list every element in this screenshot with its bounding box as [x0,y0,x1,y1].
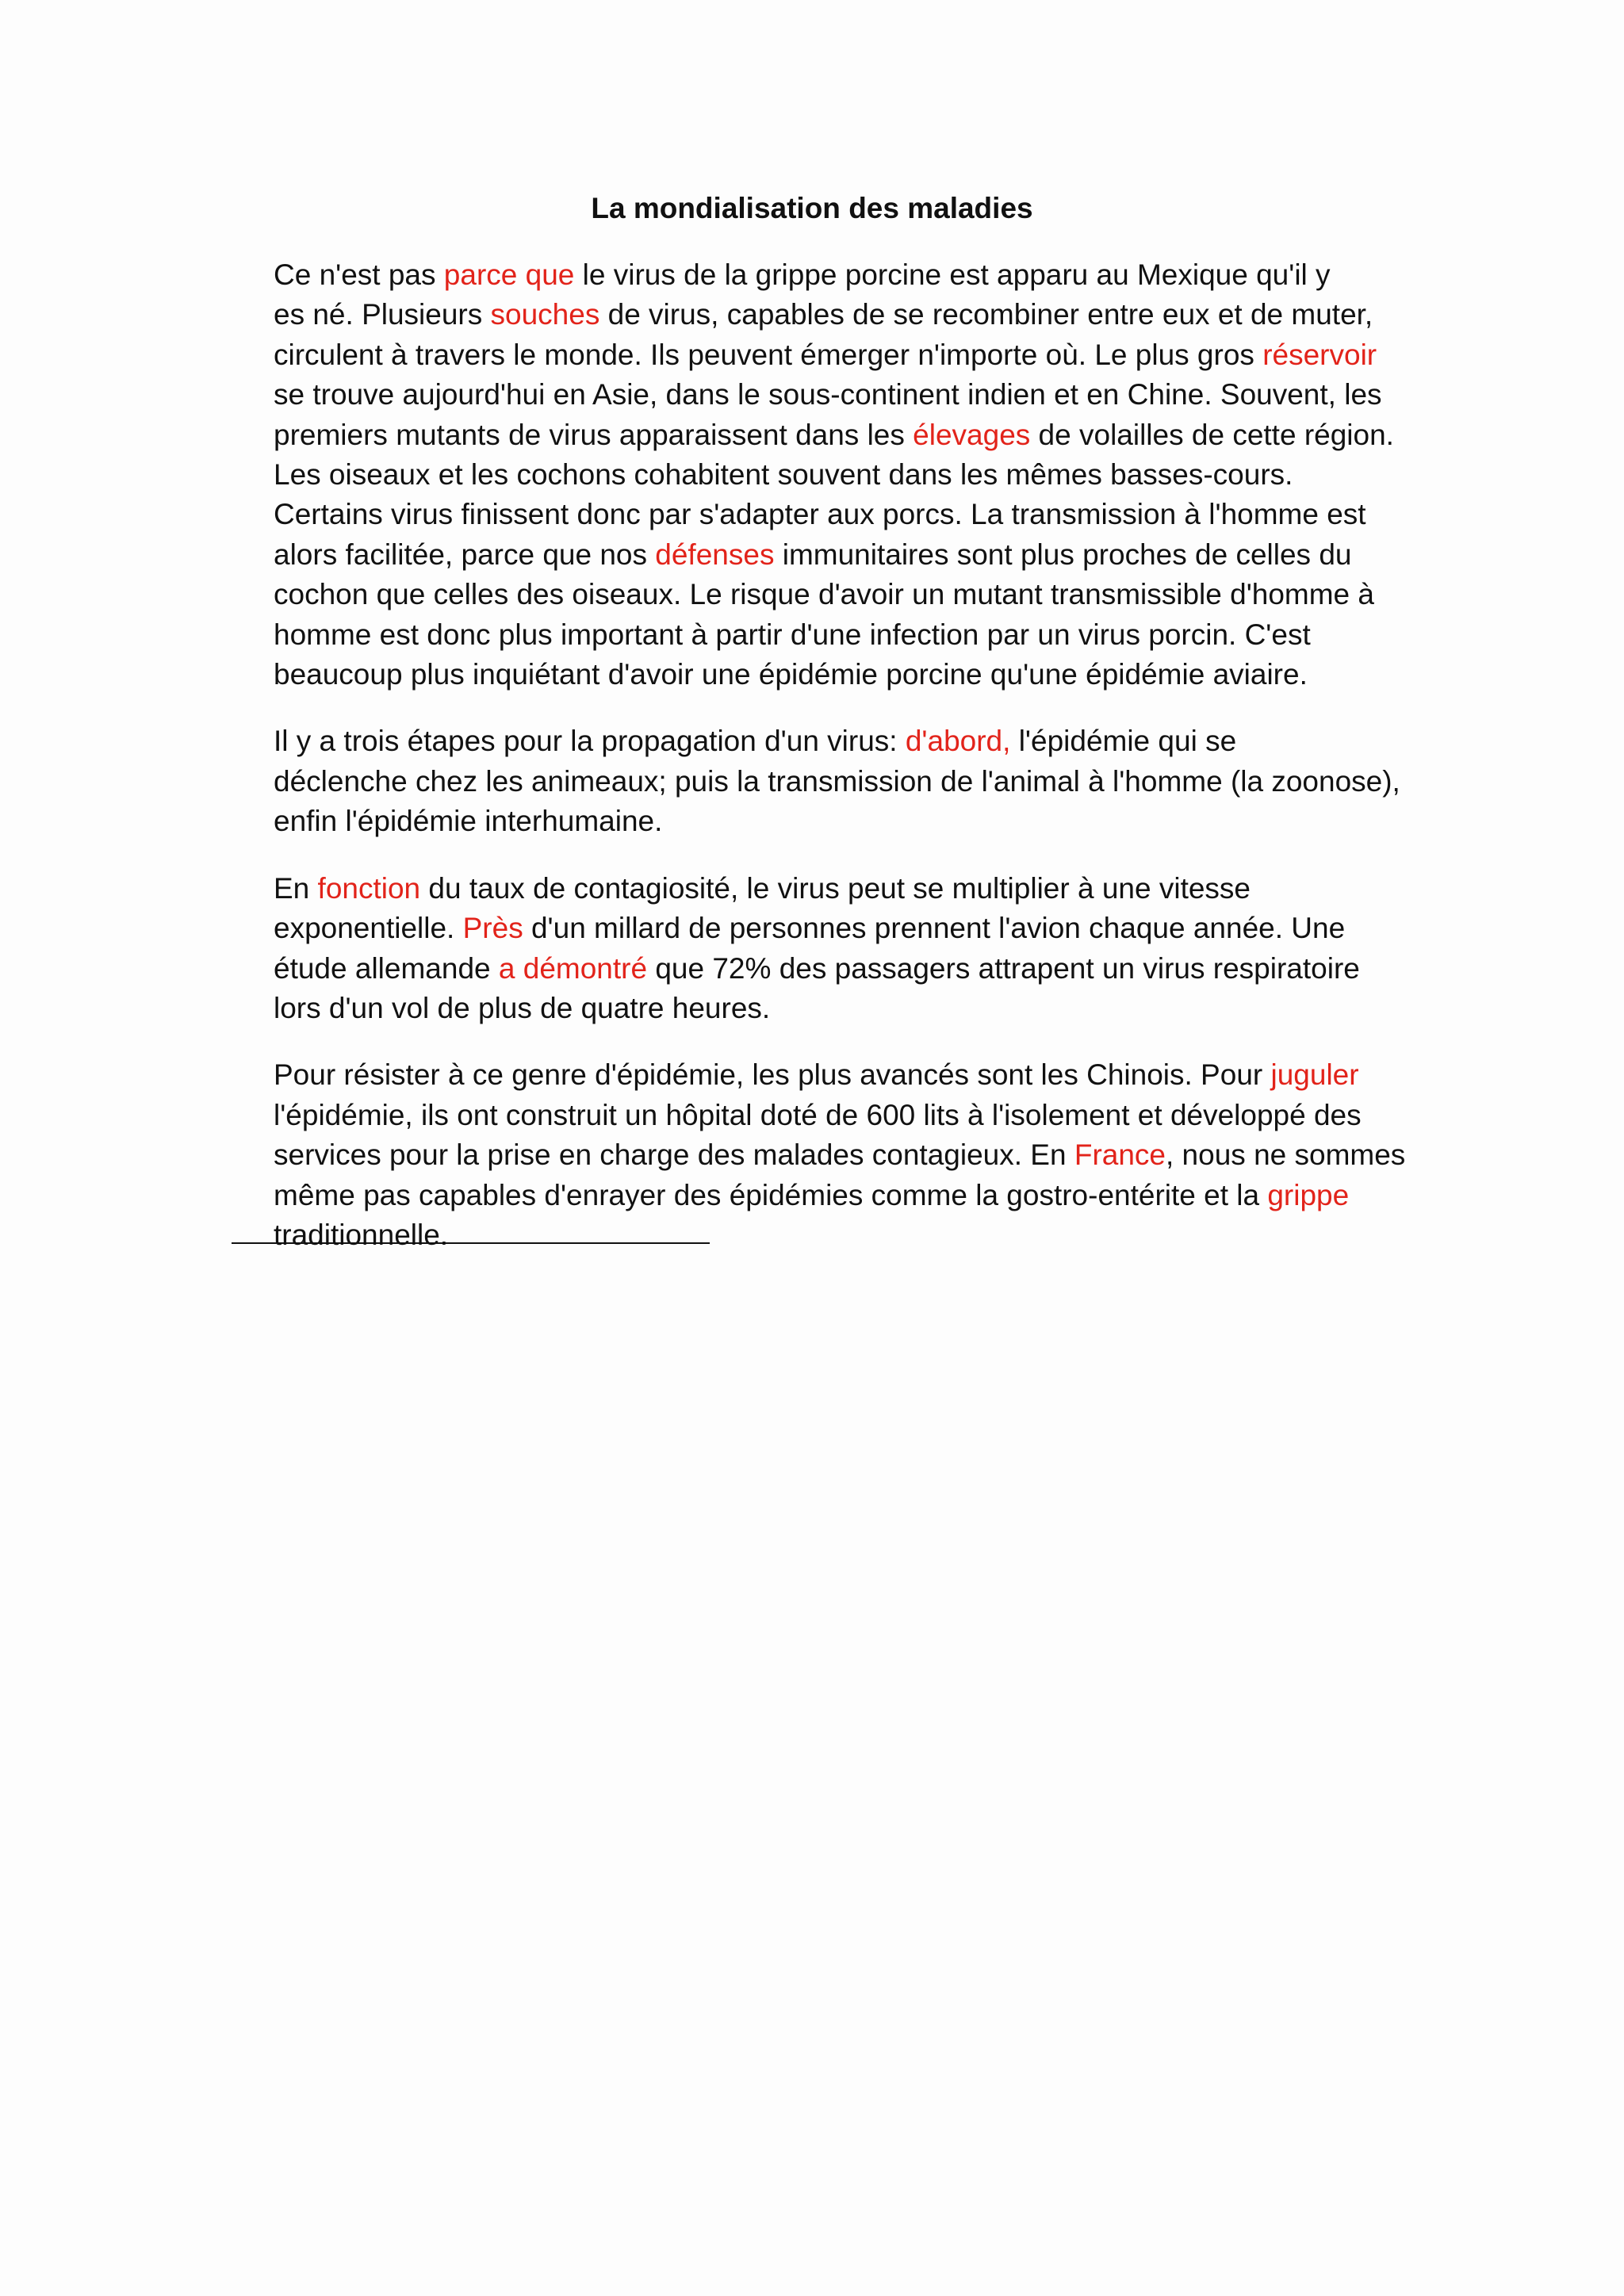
text-run: Les oiseaux et les cochons cohabitent souvent dans les mêmes basses-cours. [274,458,1293,492]
text-run: d'un millard de personnes prennent l'avion chaque année. Une [523,912,1346,945]
text-run: En [274,871,318,905]
text-run: du taux de contagiosité, le virus peut se multiplier à une vitesse [420,871,1251,905]
text-run: le virus de la grippe porcine est apparu au Mexique qu'il y [574,258,1331,291]
text-line [232,1215,1397,1255]
text-run: Ce n'est pas [274,258,444,291]
text-line [232,1096,1397,1135]
text-run: que 72% des passagers attrapent un virus respiratoire [647,951,1360,985]
text-line [232,535,1397,575]
text-run: déclenche chez les animeaux; puis la transmission de l'animal à l'homme (la zoonose), [274,764,1400,798]
text-line [232,655,1397,695]
text-line [232,1176,1397,1215]
highlighted-word: France [1074,1138,1166,1172]
paragraph [232,869,1397,1029]
text-run: étude allemande [274,951,499,985]
text-line [232,802,1397,841]
text-line [232,1055,1397,1095]
highlighted-word: a démontré [498,951,648,985]
document-body [232,255,1406,1282]
paragraph [232,721,1400,841]
text-run: lors d'un vol de plus de quatre heures. [274,991,771,1024]
text-run: de volailles de cette région. [1030,418,1394,451]
text-line [232,575,1397,614]
text-run: es né. Plusieurs [274,298,491,331]
text-run: cochon que celles des oiseaux. Le risque d'avoir un mutant transmissible d'homme à [274,578,1374,611]
text-line [232,295,1397,335]
text-run: l'épidémie qui se [1010,725,1237,758]
highlighted-word: Près [462,912,523,945]
text-line [232,1135,1406,1175]
text-line [232,989,1397,1028]
text-run: homme est donc plus important à partir d'une infection par un virus porcin. C'est [274,618,1311,651]
text-run: immunitaires sont plus proches de celles du [774,538,1352,571]
text-run: premiers mutants de virus apparaissent dans les [274,418,914,451]
text-run: traditionnelle. [274,1218,449,1251]
text-run: Certains virus finissent donc par s'adapter aux porcs. La transmission à l'homme est [274,498,1366,531]
paragraph [232,1055,1406,1255]
text-line [232,415,1397,455]
highlighted-word: souches [490,298,600,331]
text-line [232,335,1397,375]
text-line [232,615,1397,655]
text-run: services pour la prise en charge des malades contagieux. En [274,1138,1074,1172]
text-line [232,255,1397,295]
text-run: Pour résister à ce genre d'épidémie, les plus avancés sont les Chinois. Pour [274,1058,1271,1092]
text-run: l'épidémie, ils ont construit un hôpital doté de 600 lits à l'isolement et développé des [274,1098,1362,1131]
text-run: de virus, capables de se recombiner entre eux et de muter, [599,298,1373,331]
text-line [232,869,1397,909]
text-line [232,762,1400,802]
text-run: exponentielle. [274,912,463,945]
text-run: , nous ne sommes [1166,1138,1406,1172]
text-run: Il y a trois étapes pour la propagation d'un virus: [274,725,906,758]
text-line [232,375,1397,415]
highlighted-word: réservoir [1262,338,1377,371]
text-line [232,721,1397,761]
highlighted-word: défenses [655,538,775,571]
text-line [232,495,1397,534]
text-run: enfin l'épidémie interhumaine. [274,805,663,838]
text-line [232,949,1397,989]
highlighted-word: élevages [913,418,1031,451]
text-run: se trouve aujourd'hui en Asie, dans le sous-continent indien et en Chine. Souvent, les [274,378,1382,411]
text-run: même pas capables d'enrayer des épidémies comme la gostro-entérite et la [274,1178,1268,1211]
highlighted-word: parce que [443,258,575,291]
paragraph [232,255,1397,695]
text-line [232,455,1397,495]
highlighted-word: fonction [317,871,421,905]
highlighted-word: d'abord, [905,725,1011,758]
text-run: beaucoup plus inquiétant d'avoir une épidémie porcine qu'une épidémie aviaire. [274,658,1308,691]
text-run: alors facilitée, parce que nos [274,538,656,571]
text-line [232,909,1397,948]
text-run: circulent à travers le monde. Ils peuvent émerger n'importe où. Le plus gros [274,338,1263,371]
signature-line [232,1242,710,1244]
highlighted-word: juguler [1270,1058,1359,1092]
document-title: La mondialisation des maladies [591,192,1033,224]
highlighted-word: grippe [1267,1178,1350,1211]
